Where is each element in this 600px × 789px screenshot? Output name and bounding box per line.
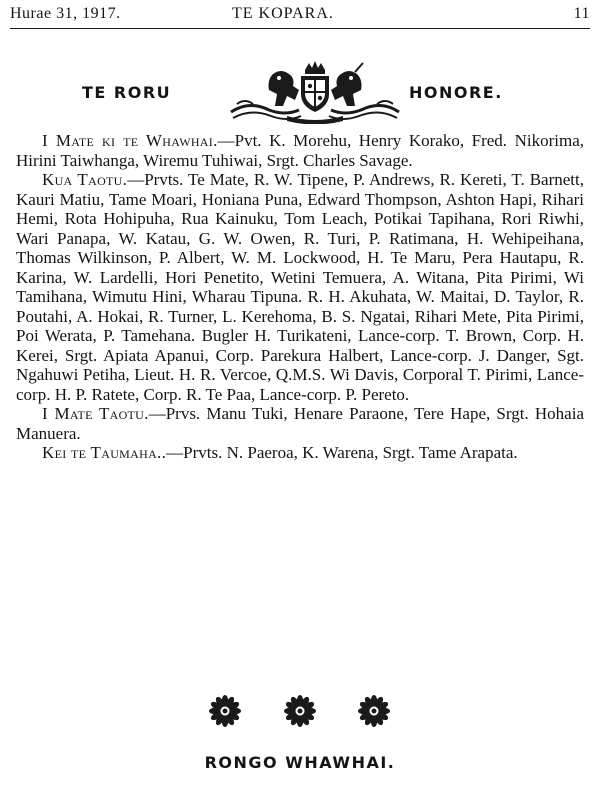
flower-ornament-icon bbox=[357, 694, 391, 728]
heading-right-word: HONORE. bbox=[409, 83, 503, 102]
category-label: Kei te Taumaha.. bbox=[42, 443, 167, 462]
paragraph-seriously-ill bbox=[16, 443, 584, 463]
royal-coat-of-arms-icon bbox=[229, 60, 401, 124]
flower-ornament-icon bbox=[208, 694, 242, 728]
names-list: —Pvt. K. Morehu, Henry Korako, Fred. Nikorima, Hirini Taiwhanga, Wiremu Tuhiwai, Srgt. Charles Savage. bbox=[16, 131, 584, 170]
names-list: —Prvts. N. Paeroa, K. Warena, Srgt. Tame Arapata. bbox=[166, 443, 518, 462]
newspaper-title: TE KOPARA. bbox=[232, 5, 334, 22]
ornament-row bbox=[0, 694, 600, 728]
roll-of-honour-text bbox=[16, 131, 584, 463]
flower-ornament-icon bbox=[283, 694, 317, 728]
category-label: I Mate Taotu. bbox=[42, 404, 149, 423]
paragraph-died-of-wounds bbox=[16, 404, 584, 443]
names-list: —Prvts. Te Mate, R. W. Tipene, P. Andrews, R. Kereti, T. Barnett, Kauri Matiu, Tame Moari, Honiana Puna, Edward Thompson, Ashton Hapi, Rihari Hemi, Rota Hohipuha, Rua Kainuku, Tom Leach, Potikai Tapihana, Rori Riwhi, Wari Panapa, W. Katau, G. W. Owen, R. Turi, P. Ratimana, H. Wehipeihana, Thomas Wilkinson, P. Albert, W. M. Lockwood, H. Te Maru, Pera Hautapu, R. Karina, W. Lardelli, Hori Penetito, Wetini Temuera, A. Witana, Pita Pirimi, Wi Tamihana, Wimutu Hini, Wharau Tipuna. R. H. Akuhata, W. Maitai, D. Taylor, R. Poutahi, A. Hokai, R. Turner, L. Kerehoma, B. S. Ngatai, Rihari Mete, Pita Pirimi, Poi Werata, P. Tamehana. Bugler H. Turikateni, Lance-corp. T. Brown, Corp. H. Kerei, Srgt. Apiata Apanui, Corp. Parekura Halbert, Lance-corp. J. Danger, Sgt. Ngahuwi Petiha, Lieut. H. R. Vercoe, Q.M.S. Wi Davis, Corporal T. Pirimi, Lance-corp. H. P. Ratete, Corp. R. Te Paa, Lance-corp. P. Pereto. bbox=[16, 170, 584, 404]
page-number: 11 bbox=[573, 5, 590, 22]
page-header bbox=[10, 4, 590, 29]
section-heading-war-news: RONGO WHAWHAI. bbox=[204, 753, 396, 772]
heading-left-word: TE RORU bbox=[82, 83, 172, 102]
names-list: —Prvs. Manu Tuki, Henare Paraone, Tere Hape, Srgt. Hohaia Manuera. bbox=[16, 404, 584, 443]
issue-date: Hurae 31, 1917. bbox=[10, 5, 121, 22]
paragraph-killed-in-action bbox=[16, 131, 584, 170]
paragraph-wounded bbox=[16, 170, 584, 404]
category-label: Kua Taotu. bbox=[42, 170, 128, 189]
section-heading-roll-of-honour bbox=[0, 60, 600, 124]
category-label: I Mate ki te Whawhai. bbox=[42, 131, 218, 150]
